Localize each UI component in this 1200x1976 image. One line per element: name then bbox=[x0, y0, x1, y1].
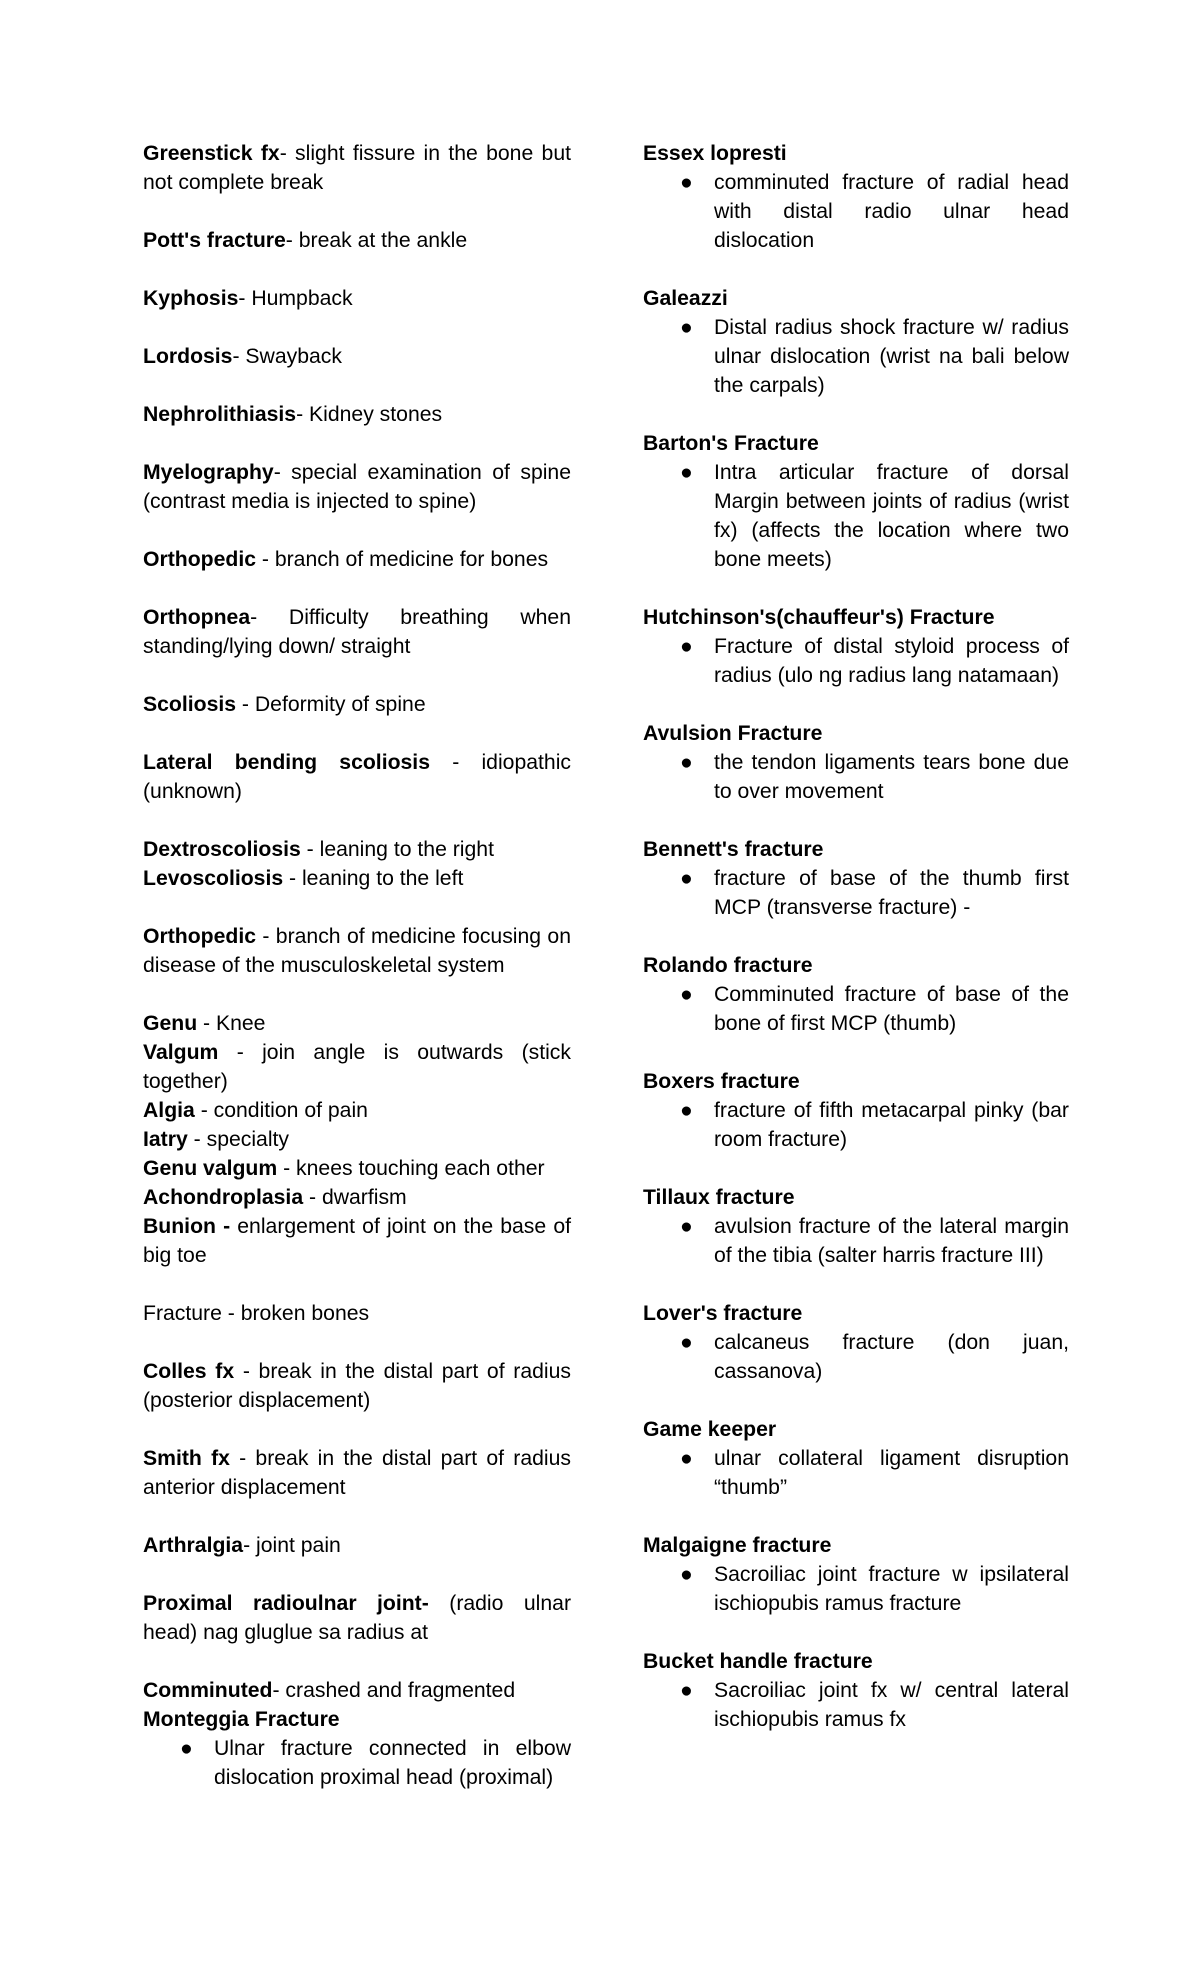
fracture-section bbox=[643, 284, 1069, 400]
term-name: Lordosis bbox=[143, 345, 233, 368]
fracture-section bbox=[643, 429, 1069, 574]
term-name: Orthopedic bbox=[143, 925, 257, 948]
section-title: Game keeper bbox=[643, 1418, 777, 1441]
term-definition: - joint pain bbox=[243, 1534, 341, 1557]
bullet-text: the tendon ligaments tears bone due to over movement bbox=[714, 751, 1069, 803]
term-definition: - Difficulty breathing when standing/lying down/ straight bbox=[143, 606, 571, 658]
term-entry bbox=[143, 1212, 571, 1270]
term-definition: - branch of medicine for bones bbox=[256, 548, 549, 571]
bullet-icon: ● bbox=[680, 983, 693, 1006]
term-definition: Fracture - broken bones bbox=[143, 1302, 370, 1325]
term-entry bbox=[143, 1125, 571, 1154]
section-title: Bucket handle fracture bbox=[643, 1650, 873, 1673]
term-definition: - Knee bbox=[197, 1012, 266, 1035]
bullet-text: ulnar collateral ligament disruption “thumb” bbox=[714, 1447, 1069, 1499]
term-name: Scoliosis bbox=[143, 693, 237, 716]
term-entry bbox=[143, 1357, 571, 1415]
bullet-icon: ● bbox=[680, 1099, 693, 1122]
section-title: Lover's fracture bbox=[643, 1302, 803, 1325]
term-entry bbox=[143, 603, 571, 661]
bullet-icon: ● bbox=[680, 1563, 693, 1586]
section-title: Galeazzi bbox=[643, 287, 728, 310]
bullet-list bbox=[643, 1560, 1069, 1618]
bullet-text: Distal radius shock fracture w/ radius ulnar dislocation (wrist na bali below the carpals) bbox=[714, 316, 1069, 397]
bullet-icon: ● bbox=[180, 1737, 193, 1760]
bullet-item bbox=[643, 313, 1069, 400]
bullet-item bbox=[643, 168, 1069, 255]
section-title: Barton's Fracture bbox=[643, 432, 819, 455]
term-entry bbox=[143, 226, 571, 255]
term-name: Lateral bending scoliosis bbox=[143, 751, 430, 774]
term-name: Comminuted bbox=[143, 1679, 273, 1702]
bullet-text: fracture of fifth metacarpal pinky (bar room fracture) bbox=[714, 1099, 1069, 1151]
left-column bbox=[143, 139, 571, 1792]
bullet-icon: ● bbox=[680, 1215, 693, 1238]
term-name: Myelography bbox=[143, 461, 274, 484]
term-definition: - specialty bbox=[187, 1128, 290, 1151]
bullet-list bbox=[643, 1328, 1069, 1386]
bullet-list bbox=[643, 864, 1069, 922]
fracture-section bbox=[643, 1067, 1069, 1154]
fracture-section bbox=[643, 1183, 1069, 1270]
section-title: Essex lopresti bbox=[643, 142, 787, 165]
bullet-item bbox=[643, 1560, 1069, 1618]
term-entry bbox=[143, 139, 571, 197]
term-name: Achondroplasia bbox=[143, 1186, 304, 1209]
bullet-item bbox=[643, 1328, 1069, 1386]
term-entry bbox=[143, 545, 571, 574]
bullet-item bbox=[643, 1096, 1069, 1154]
term-entry bbox=[143, 1444, 571, 1502]
term-definition: - branch of medicine focusing on disease of the musculoskeletal system bbox=[143, 925, 571, 977]
section-monteggia bbox=[143, 1705, 571, 1792]
section-title: Malgaigne fracture bbox=[643, 1534, 832, 1557]
bullet-list bbox=[643, 748, 1069, 806]
term-definition: - dwarfism bbox=[303, 1186, 407, 1209]
fracture-section bbox=[643, 1647, 1069, 1734]
bullet-item bbox=[643, 1212, 1069, 1270]
term-name: Kyphosis bbox=[143, 287, 239, 310]
term-name: Smith fx bbox=[143, 1447, 230, 1470]
bullet-list bbox=[643, 1212, 1069, 1270]
bullet-icon: ● bbox=[680, 1447, 693, 1470]
bullet-item bbox=[643, 748, 1069, 806]
bullet-text: Intra articular fracture of dorsal Margin between joints of radius (wrist fx) (affects the location where two bone meets) bbox=[714, 461, 1069, 571]
term-entry bbox=[143, 1589, 571, 1647]
bullet-text: Fracture of distal styloid process of radius (ulo ng radius lang natamaan) bbox=[714, 635, 1069, 687]
term-entry bbox=[143, 458, 571, 516]
bullet-item bbox=[643, 980, 1069, 1038]
section-title: Bennett's fracture bbox=[643, 838, 824, 861]
section-title: Hutchinson's(chauffeur's) Fracture bbox=[643, 606, 995, 629]
term-name: Algia bbox=[143, 1099, 195, 1122]
bullet-text: avulsion fracture of the lateral margin of the tibia (salter harris fracture III) bbox=[714, 1215, 1069, 1267]
bullet-item bbox=[143, 1734, 571, 1792]
bullet-text: Ulnar fracture connected in elbow dislocation proximal head (proximal) bbox=[214, 1737, 571, 1789]
bullet-text: fracture of base of the thumb first MCP (transverse fracture) - bbox=[714, 867, 1069, 919]
section-title: Monteggia Fracture bbox=[143, 1708, 340, 1731]
bullet-item bbox=[643, 864, 1069, 922]
term-entry bbox=[143, 284, 571, 313]
bullet-list bbox=[643, 980, 1069, 1038]
term-definition: - condition of pain bbox=[194, 1099, 368, 1122]
bullet-icon: ● bbox=[680, 1679, 693, 1702]
term-entry bbox=[143, 342, 571, 371]
term-name: Bunion - bbox=[143, 1215, 231, 1238]
term-definition: - leaning to the right bbox=[300, 838, 494, 861]
term-entry bbox=[143, 1676, 571, 1705]
term-entry bbox=[143, 690, 571, 719]
bullet-list bbox=[643, 313, 1069, 400]
term-entry bbox=[143, 1531, 571, 1560]
term-entry bbox=[143, 1038, 571, 1096]
section-title: Rolando fracture bbox=[643, 954, 813, 977]
term-entry bbox=[143, 1299, 571, 1328]
bullet-icon: ● bbox=[680, 1331, 693, 1354]
bullet-list bbox=[143, 1734, 571, 1792]
term-name: Valgum bbox=[143, 1041, 219, 1064]
term-definition: enlargement of joint on the base of big toe bbox=[143, 1215, 571, 1267]
bullet-icon: ● bbox=[680, 635, 693, 658]
term-definition: - idiopathic (unknown) bbox=[143, 751, 571, 803]
term-definition: - Kidney stones bbox=[296, 403, 443, 426]
term-entry bbox=[143, 1009, 571, 1038]
bullet-list bbox=[643, 168, 1069, 255]
bullet-text: Comminuted fracture of base of the bone of first MCP (thumb) bbox=[714, 983, 1069, 1035]
term-name: Genu bbox=[143, 1012, 198, 1035]
bullet-text: Sacroiliac joint fracture w ipsilateral ischiopubis ramus fracture bbox=[714, 1563, 1069, 1615]
term-list bbox=[143, 139, 571, 1705]
bullet-icon: ● bbox=[680, 751, 693, 774]
term-definition: - join angle is outwards (stick together) bbox=[143, 1041, 571, 1093]
term-name: Greenstick fx bbox=[143, 142, 280, 165]
term-entry bbox=[143, 400, 571, 429]
term-name: Orthopedic bbox=[143, 548, 257, 571]
term-definition: - break at the ankle bbox=[285, 229, 468, 252]
term-name: Colles fx bbox=[143, 1360, 235, 1383]
bullet-list bbox=[643, 1444, 1069, 1502]
term-name: Levoscoliosis bbox=[143, 867, 284, 890]
bullet-text: calcaneus fracture (don juan, cassanova) bbox=[714, 1331, 1069, 1383]
term-name: Orthopnea bbox=[143, 606, 251, 629]
term-entry bbox=[143, 864, 571, 893]
term-entry bbox=[143, 748, 571, 806]
fracture-section bbox=[643, 1299, 1069, 1386]
bullet-list bbox=[643, 632, 1069, 690]
bullet-icon: ● bbox=[680, 461, 693, 484]
bullet-icon: ● bbox=[680, 316, 693, 339]
term-name: Genu valgum bbox=[143, 1157, 278, 1180]
term-name: Pott's fracture bbox=[143, 229, 286, 252]
fracture-section bbox=[643, 1531, 1069, 1618]
term-definition: - crashed and fragmented bbox=[272, 1679, 516, 1702]
term-entry bbox=[143, 1183, 571, 1212]
term-name: Nephrolithiasis bbox=[143, 403, 297, 426]
term-entry bbox=[143, 1154, 571, 1183]
fracture-section bbox=[643, 603, 1069, 690]
term-definition: - slight fissure in the bone but not complete break bbox=[143, 142, 571, 194]
term-definition: - knees touching each other bbox=[277, 1157, 545, 1180]
term-definition: - Humpback bbox=[238, 287, 353, 310]
term-name: Dextroscoliosis bbox=[143, 838, 301, 861]
term-definition: - break in the distal part of radius (posterior displacement) bbox=[143, 1360, 571, 1412]
section-title: Boxers fracture bbox=[643, 1070, 800, 1093]
right-column bbox=[643, 139, 1069, 1734]
term-definition: - Deformity of spine bbox=[236, 693, 426, 716]
term-definition: - break in the distal part of radius anterior displacement bbox=[143, 1447, 571, 1499]
term-name: Arthralgia bbox=[143, 1534, 244, 1557]
bullet-list bbox=[643, 1676, 1069, 1734]
bullet-text: comminuted fracture of radial head with distal radio ulnar head dislocation bbox=[714, 171, 1069, 252]
fracture-section bbox=[643, 835, 1069, 922]
bullet-item bbox=[643, 458, 1069, 574]
term-entry bbox=[143, 835, 571, 864]
bullet-item bbox=[643, 632, 1069, 690]
fracture-section bbox=[643, 1415, 1069, 1502]
section-title: Avulsion Fracture bbox=[643, 722, 823, 745]
bullet-item bbox=[643, 1444, 1069, 1502]
term-definition: - special examination of spine (contrast media is injected to spine) bbox=[143, 461, 571, 513]
fracture-section bbox=[643, 951, 1069, 1038]
term-entry bbox=[143, 922, 571, 980]
term-definition: - Swayback bbox=[232, 345, 342, 368]
term-entry bbox=[143, 1096, 571, 1125]
section-title: Tillaux fracture bbox=[643, 1186, 795, 1209]
term-definition: - leaning to the left bbox=[283, 867, 464, 890]
term-name: Iatry bbox=[143, 1128, 188, 1151]
bullet-text: Sacroiliac joint fx w/ central lateral ischiopubis ramus fx bbox=[714, 1679, 1069, 1731]
bullet-icon: ● bbox=[680, 171, 693, 194]
fracture-section bbox=[643, 719, 1069, 806]
term-name: Proximal radioulnar joint- bbox=[143, 1592, 429, 1615]
bullet-list bbox=[643, 1096, 1069, 1154]
term-definition: (radio ulnar head) nag gluglue sa radius at bbox=[143, 1592, 572, 1644]
fracture-section bbox=[643, 139, 1069, 255]
bullet-item bbox=[643, 1676, 1069, 1734]
bullet-list bbox=[643, 458, 1069, 574]
bullet-icon: ● bbox=[680, 867, 693, 890]
